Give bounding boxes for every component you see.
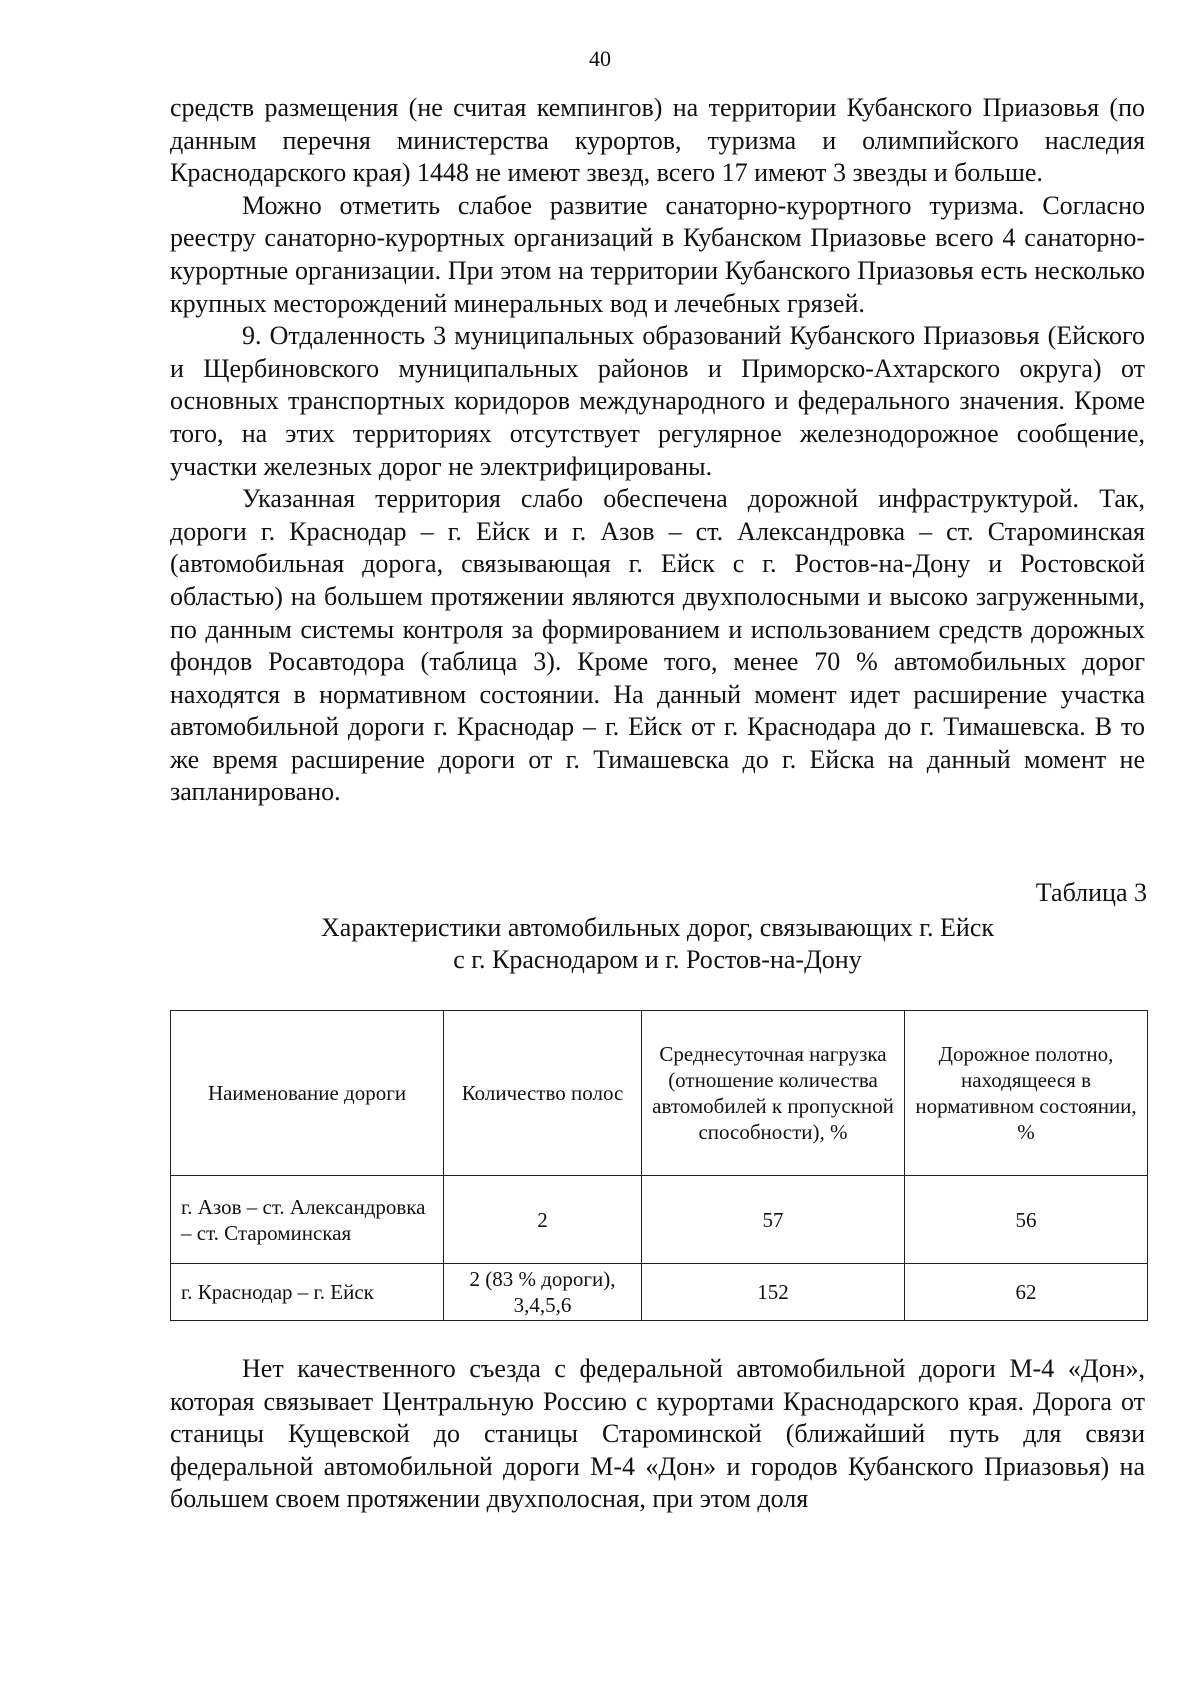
- cell-normative: 62: [905, 1264, 1148, 1321]
- cell-road-name: г. Азов – ст. Александровка – ст. Староминская: [171, 1176, 444, 1264]
- header-road-name: Наименование дороги: [171, 1011, 444, 1176]
- table-caption-line: Характеристики автомобильных дорог, связывающих г. Ейск: [321, 913, 994, 942]
- paragraph: Можно отметить слабое развитие санаторно-курортного туризма. Согласно реестру санаторно-курортных организаций в Кубанском Приазовье всего 4 санаторно-курортные организации. При этом на территории Кубанского Приазовья есть несколько крупных месторождений минеральных вод и лечебных грязей.: [170, 190, 1145, 318]
- table-caption: [170, 912, 1145, 976]
- paragraph: средств размещения (не считая кемпингов) на территории Кубанского Приазовья (по данным перечня министерства курортов, туризма и олимпийского наследия Краснодарского края) 1448 не имеют звезд, всего 17 имеют 3 звезды и больше.: [170, 93, 1145, 188]
- cell-lanes: 2 (83 % дороги), 3,4,5,6: [444, 1264, 642, 1321]
- cell-normative: 56: [905, 1176, 1148, 1264]
- header-lanes: Количество полос: [444, 1011, 642, 1176]
- table-row: [171, 1176, 1148, 1264]
- table-header-row: [171, 1011, 1148, 1176]
- cell-road-name: г. Краснодар – г. Ейск: [171, 1264, 444, 1321]
- page-number: 40: [589, 46, 611, 71]
- closing-text: [170, 1353, 1145, 1516]
- paragraph: 9. Отдаленность 3 муниципальных образований Кубанского Приазовья (Ейского и Щербиновского муниципальных районов и Приморско-Ахтарского округа) от основных транспортных коридоров международного и федерального значения. Кроме того, на этих территориях отсутствует регулярное железнодорожное сообщение, участки железных дорог не электрифицированы.: [170, 321, 1145, 481]
- table-label: Таблица 3: [1035, 878, 1147, 907]
- main-text: [170, 92, 1145, 809]
- cell-load: 57: [642, 1176, 905, 1264]
- cell-lanes: 2: [444, 1176, 642, 1264]
- header-normative-state: Дорожное полотно, находящееся в нормативном состоянии, %: [905, 1011, 1148, 1176]
- roads-table: [170, 1010, 1148, 1321]
- table-row: [171, 1264, 1148, 1321]
- table-caption-line: с г. Краснодаром и г. Ростов-на-Дону: [453, 945, 862, 974]
- header-daily-load: Среднесуточная нагрузка (отношение количества автомобилей к пропускной способности), %: [642, 1011, 905, 1176]
- paragraph: Нет качественного съезда с федеральной автомобильной дороги М-4 «Дон», которая связывает Центральную Россию с курортами Краснодарского края. Дорога от станицы Кущевской до станицы Староминской (ближайший путь для связи федеральной автомобильной дороги М-4 «Дон» и городов Кубанского Приазовья) на большем своем протяжении двухполосная, при этом доля: [170, 1354, 1145, 1514]
- cell-load: 152: [642, 1264, 905, 1321]
- paragraph: Указанная территория слабо обеспечена дорожной инфраструктурой. Так, дороги г. Краснодар – г. Ейск и г. Азов – ст. Александровка – ст. Староминская (автомобильная дорога, связывающая г. Ейск с г. Ростов-на-Дону и Ростовской областью) на большем протяжении являются двухполосными и высоко загруженными, по данным системы контроля за формированием и использованием средств дорожных фондов Росавтодора (таблица 3). Кроме того, менее 70 % автомобильных дорог находятся в нормативном состоянии. На данный момент идет расширение участка автомобильной дороги г. Краснодар – г. Ейск от г. Краснодара до г. Тимашевска. В то же время расширение дороги от г. Тимашевска до г. Ейска на данный момент не запланировано.: [170, 484, 1145, 807]
